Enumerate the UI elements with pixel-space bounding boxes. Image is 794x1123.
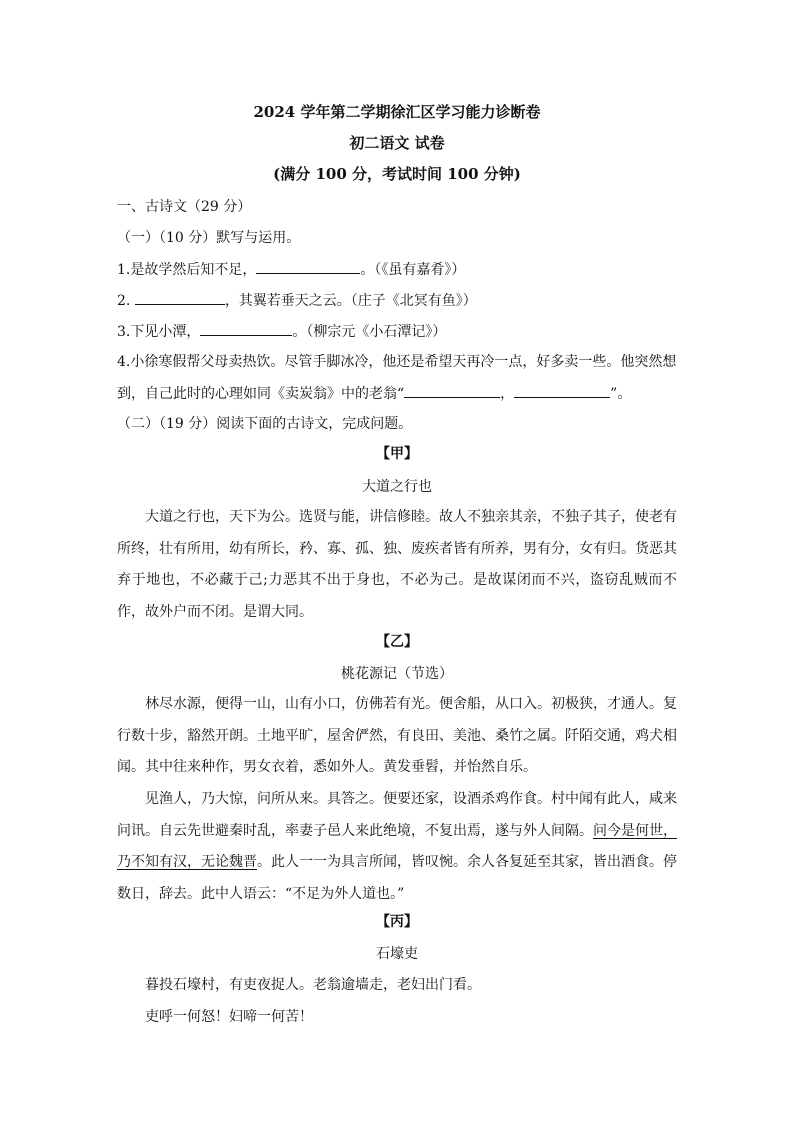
part1-heading: （一）（10 分）默写与运用。 [117,230,301,246]
question-4-post: ”。 [610,386,632,402]
question-4-mid: ， [500,386,515,402]
passage-text-yi-p2 [117,784,677,910]
passage-label-yi: 【乙】 [376,634,418,650]
question-3-post: 。（柳宗元《小石潭记》） [292,324,447,340]
question-4-pre: 到，自己此时的心理如同《卖炭翁》中的老翁“ [117,386,405,402]
question-1-pre: 1.是故学然后知不足， [117,262,257,278]
question-2-pre: 2. [117,293,135,309]
poem-line-2: 吏呼一何怒！妇啼一何苦！ [145,1009,313,1025]
passage-yi-p2-a: 见渔人，乃大惊，问所从来。具答之。便要还家，设酒杀鸡作食。村中闻有此人，咸来问讯。自云先世避秦时乱，率妻子邑人来此绝境，不复出焉，遂与外人间隔。 [117,791,677,839]
passage-label-jia: 【甲】 [376,446,418,462]
passage-yi-p2-b: 。此人一一为具言所闻，皆叹惋。余人各复延至其家，皆出酒食。停数日，辞去。此中人语云：“不足为外人道也。” [117,854,677,902]
passage-title-jia: 大道之行也 [362,479,432,495]
poem-line-1: 暮投石壕村，有吏夜捉人。老翁逾墙走，老妇出门看。 [145,977,481,993]
exam-info: (满分 100 分，考试时间 100 分钟) [273,165,521,183]
passage-text-yi-p1: 林尽水源，便得一山，山有小口，仿佛若有光。便舍船，从口入。初极狭，才通人。复行数十步，豁然开朗。土地平旷，屋舍俨然，有良田、美池、桑竹之属。阡陌交通，鸡犬相闻。其中往来种作，男女衣着，悉如外人。黄发垂髫，并怡然自乐。 [117,696,677,775]
passage-title-yi: 桃花源记（节选） [341,666,453,682]
part2-heading: （二）（19 分）阅读下面的古诗文，完成问题。 [117,416,413,432]
exam-subtitle: 初二语文 试卷 [349,134,445,152]
passage-label-bing: 【丙】 [376,914,418,930]
question-4-line-2 [117,385,631,402]
answer-blank-1[interactable] [256,261,360,274]
answer-blank-3[interactable] [200,323,292,336]
question-2-post: ，其翼若垂天之云。（庄子《北冥有鱼》） [224,293,477,309]
question-3-pre: 3.下见小潭， [117,324,201,340]
question-1-post: 。（《虽有嘉肴》） [360,262,466,278]
answer-blank-4a[interactable] [404,385,500,398]
passage-text-jia: 大道之行也，天下为公。选贤与能，讲信修睦。故人不独亲其亲，不独子其子，使老有所终，壮有所用，幼有所长，矜、寡、孤、独、废疾者皆有所养，男有分，女有归。货恶其弃于地也，不必藏于己;力恶其不出于身也，不必为己。是故谋闭而不兴，盗窃乱贼而不作，故外户而不闭。是谓大同。 [117,509,677,620]
underlined-sentence: 问今是何世，乃不知有汉，无论魏晋 [117,822,677,870]
answer-blank-2[interactable] [135,292,225,305]
section-heading: 一、古诗文（29 分） [117,199,252,215]
exam-title: 2024 学年第二学期徐汇区学习能力诊断卷 [253,103,541,121]
question-4-line-1: 4.小徐寒假帮父母卖热饮。尽管手脚冰冷，他还是希望天再冷一点，好多卖一些。他突然想 [117,354,677,370]
question-1 [117,261,465,278]
question-2 [117,292,477,309]
question-3 [117,323,446,340]
passage-title-bing: 石壕吏 [376,946,418,962]
answer-blank-4b[interactable] [514,385,610,398]
